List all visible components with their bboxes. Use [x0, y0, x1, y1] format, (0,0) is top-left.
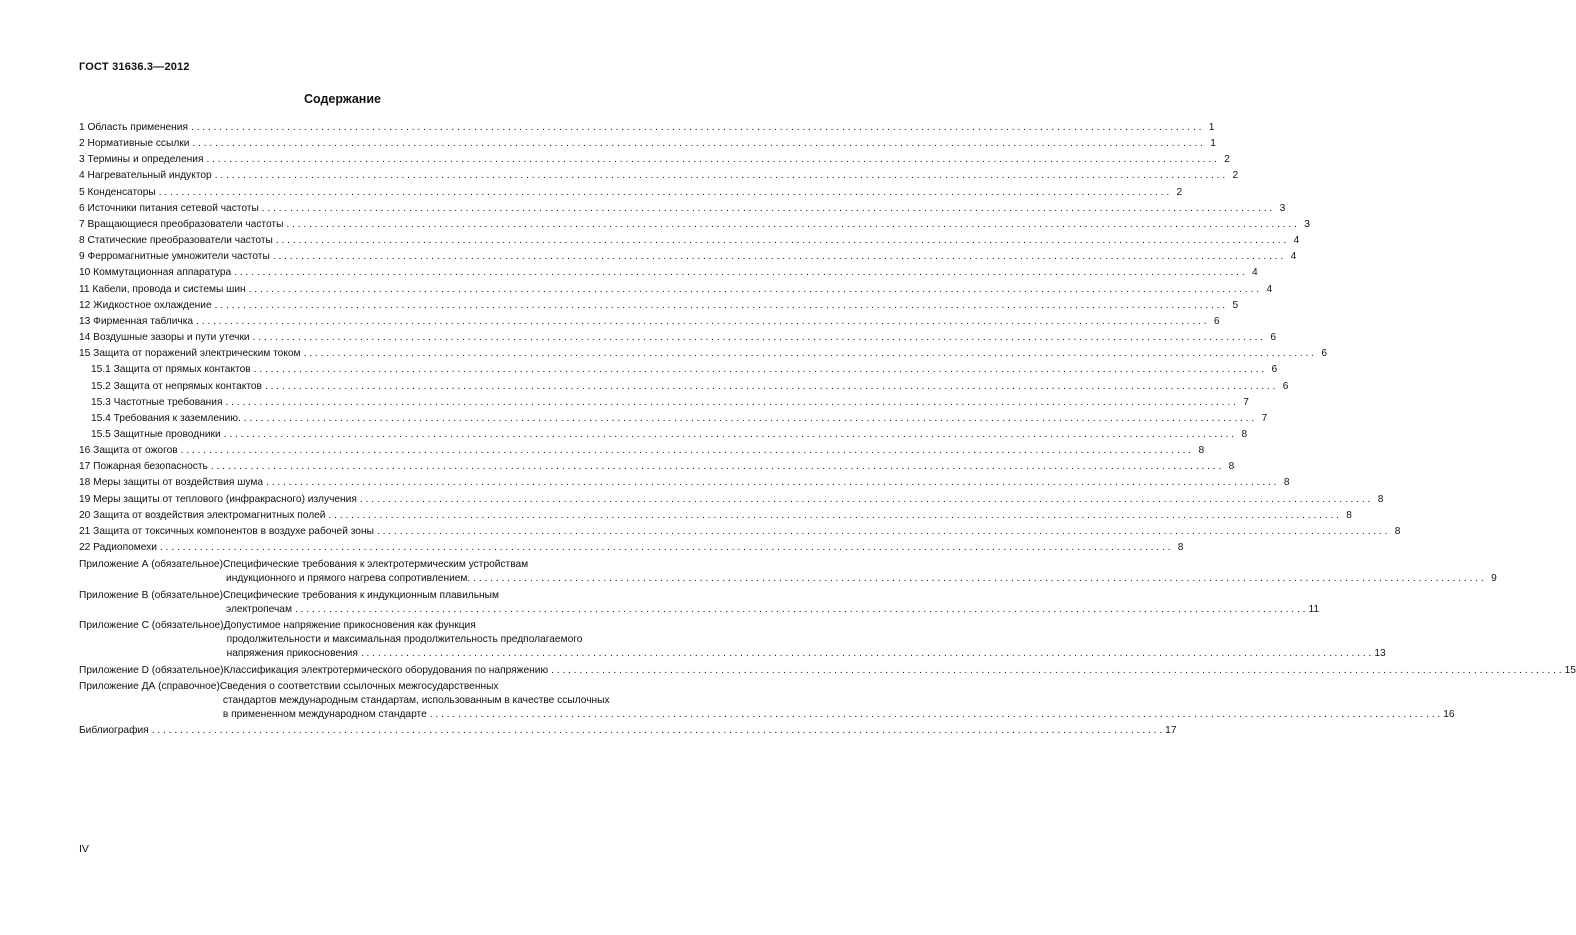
- toc-entry-title: 15.5 Защитные проводники: [91, 428, 221, 440]
- toc-entry-page: 8: [1283, 477, 1290, 489]
- dot-leader: [191, 120, 1201, 136]
- toc-appendix-entry[interactable]: [79, 680, 1455, 723]
- toc-entry[interactable]: [79, 201, 1286, 217]
- toc-entry-page: 6: [1213, 315, 1220, 327]
- toc-entry[interactable]: [79, 185, 1183, 201]
- page-title: Содержание: [303, 92, 381, 106]
- appendix-title-last-line: [220, 708, 1455, 722]
- dot-leader: [215, 168, 1225, 184]
- table-of-contents: [79, 120, 1576, 740]
- toc-entry-page: 4: [1266, 283, 1273, 295]
- appendix-title-last-line: [223, 572, 1497, 586]
- dot-leader: [253, 330, 1263, 346]
- toc-entry[interactable]: [79, 249, 1297, 265]
- dot-leader: [361, 647, 1371, 661]
- toc-entry[interactable]: [79, 427, 1248, 443]
- toc-entry-title: 5 Конденсаторы: [79, 186, 156, 198]
- appendix-title-line: Допустимое напряжение прикосновения как функция: [223, 620, 476, 632]
- toc-entry-page: 2: [1224, 154, 1230, 166]
- appendix-label: Приложение А (обязательное): [79, 559, 223, 571]
- appendix-label: Приложение D (обязательное): [79, 664, 224, 676]
- toc-entry-title: 15.2 Защита от непрямых контактов: [91, 380, 262, 392]
- toc-entry-page: 8: [1177, 542, 1184, 554]
- dot-leader: [249, 282, 1259, 298]
- appendix-title: [223, 589, 1319, 617]
- toc-entry-page: 11: [1308, 603, 1320, 615]
- toc-entry[interactable]: [79, 346, 1328, 362]
- toc-entry-title: 9 Ферромагнитные умножители частоты: [79, 251, 270, 263]
- toc-entry-title: 7 Вращающиеся преобразователи частоты: [79, 218, 284, 230]
- appendix-title-line: индукционного и прямого нагрева сопротивлением.: [226, 573, 471, 585]
- dot-leader: [430, 708, 1440, 722]
- toc-entry-title: 14 Воздушные зазоры и пути утечки: [79, 332, 250, 344]
- toc-entry-page: 2: [1232, 170, 1239, 182]
- toc-entry-page: 8: [1377, 493, 1384, 505]
- toc-entry-title: 1 Область применения: [79, 122, 188, 133]
- toc-entry[interactable]: [79, 411, 1268, 427]
- toc-entry-title: 3 Термины и определения: [79, 154, 204, 166]
- toc-entry-title: 15.3 Частотные требования: [91, 396, 223, 408]
- toc-entry-title: Библиография: [79, 725, 149, 737]
- toc-entry-page: 16: [1443, 709, 1455, 721]
- toc-entry[interactable]: [79, 540, 1184, 556]
- toc-entry-page: 1: [1208, 122, 1215, 133]
- toc-entry-title: 15.1 Защита от прямых контактов: [91, 364, 251, 376]
- toc-entry-page: 5: [1232, 299, 1239, 311]
- toc-entry-page: 17: [1165, 725, 1177, 737]
- dot-leader: [266, 475, 1276, 491]
- toc-entry-title: 8 Статические преобразователи частоты: [79, 235, 273, 247]
- toc-entry[interactable]: [79, 152, 1230, 168]
- dot-leader: [473, 572, 1483, 586]
- toc-entry-page: 6: [1282, 380, 1289, 392]
- toc-entry-page: 4: [1293, 235, 1300, 247]
- toc-entry[interactable]: [79, 330, 1277, 346]
- toc-entry[interactable]: [79, 233, 1300, 249]
- dot-leader: [196, 314, 1206, 330]
- toc-entry-page: 4: [1290, 251, 1297, 263]
- toc-entry-page: 8: [1241, 428, 1248, 440]
- toc-entry[interactable]: [79, 508, 1352, 524]
- toc-appendix-entry[interactable]: [79, 589, 1320, 617]
- document-header: ГОСТ 31636.3—2012: [79, 61, 190, 73]
- toc-entry[interactable]: [79, 282, 1273, 298]
- toc-entry-title: 12 Жидкостное охлаждение: [79, 299, 212, 311]
- appendix-title: [224, 619, 1386, 662]
- toc-entry-title: 10 Коммутационная аппаратура: [79, 267, 232, 279]
- appendix-title-line: напряжения прикосновения: [226, 648, 358, 660]
- toc-entry-page: 3: [1304, 218, 1310, 230]
- toc-entry[interactable]: [79, 168, 1239, 184]
- toc-entry-page: 8: [1228, 461, 1235, 473]
- dot-leader: [160, 540, 1170, 556]
- appendix-title: [223, 558, 1497, 586]
- toc-entry-page: 8: [1346, 509, 1352, 521]
- dot-leader: [286, 217, 1296, 233]
- appendix-title-line: Специфические требования к индукционным плавильным: [223, 589, 499, 601]
- toc-entry[interactable]: [79, 314, 1220, 330]
- toc-entry-page: 7: [1261, 412, 1268, 424]
- toc-entry[interactable]: [79, 298, 1239, 314]
- appendix-title-line: Специфические требования к электротермическим устройствам: [223, 559, 529, 571]
- toc-entry[interactable]: [79, 492, 1384, 508]
- appendix-title-line: в примененном международном стандарте: [222, 709, 427, 721]
- dot-leader: [254, 362, 1264, 378]
- toc-entry-page: 6: [1321, 348, 1328, 360]
- appendix-title: [220, 680, 1455, 723]
- dot-leader: [159, 185, 1169, 201]
- dot-leader: [304, 346, 1314, 362]
- toc-entry-title: 2 Нормативные ссылки: [79, 138, 190, 150]
- toc-entry-title: 4 Нагревательный индуктор: [79, 170, 212, 182]
- appendix-title-line: электропечам: [226, 603, 292, 615]
- toc-entry-title: 13 Фирменная табличка: [79, 315, 194, 327]
- toc-entry-page: 3: [1279, 202, 1286, 214]
- toc-appendix-entry[interactable]: [79, 664, 1576, 678]
- toc-appendix-entry[interactable]: [79, 619, 1386, 662]
- toc-entry-title: 20 Защита от воздействия электромагнитных полей: [79, 509, 326, 521]
- toc-bibliography-entry[interactable]: [79, 723, 1177, 739]
- toc-entry-page: 2: [1176, 186, 1183, 198]
- toc-entry-title: 16 Защита от ожогов: [79, 445, 178, 457]
- dot-leader: [206, 152, 1216, 168]
- dot-leader: [211, 459, 1221, 475]
- toc-entry[interactable]: [79, 120, 1215, 136]
- dot-leader: [226, 395, 1236, 411]
- appendix-label: Приложение С (обязательное): [79, 620, 224, 632]
- appendix-title-last-line: [224, 664, 1576, 678]
- toc-entry[interactable]: [79, 136, 1216, 152]
- toc-entry[interactable]: [79, 395, 1249, 411]
- toc-entry-title: 15 Защита от поражений электрическим током: [79, 348, 301, 360]
- toc-entry[interactable]: [79, 459, 1235, 475]
- toc-entry-page: 6: [1271, 364, 1278, 376]
- dot-leader: [192, 136, 1202, 152]
- dot-leader: [273, 249, 1283, 265]
- toc-entry-title: 17 Пожарная безопасность: [79, 461, 208, 473]
- dot-leader: [551, 664, 1561, 678]
- dot-leader: [295, 603, 1305, 617]
- toc-entry-page: 13: [1374, 648, 1386, 660]
- toc-entry-page: 8: [1394, 525, 1401, 537]
- dot-leader: [244, 411, 1254, 427]
- dot-leader: [276, 233, 1286, 249]
- dot-leader: [265, 379, 1275, 395]
- appendix-label: Приложение ДА (справочное): [79, 680, 220, 692]
- toc-entry-page: 7: [1243, 396, 1249, 408]
- appendix-title-line: Классификация электротермического оборудования по напряжению: [223, 664, 549, 676]
- toc-entry-page: 4: [1252, 267, 1258, 279]
- toc-appendix-entry[interactable]: [79, 558, 1497, 586]
- toc-entry-page: 15: [1564, 664, 1576, 676]
- toc-entry-page: 8: [1198, 445, 1205, 457]
- dot-leader: [377, 524, 1387, 540]
- page-number: IV: [79, 843, 89, 855]
- toc-entry[interactable]: [79, 524, 1401, 540]
- toc-entry-page: 9: [1491, 573, 1497, 585]
- dot-leader: [215, 298, 1225, 314]
- toc-entry[interactable]: [79, 475, 1290, 491]
- dot-leader: [152, 723, 1162, 739]
- toc-entry[interactable]: [79, 362, 1278, 378]
- dot-leader: [234, 265, 1244, 281]
- toc-entry-title: 19 Меры защиты от теплового (инфракрасного) излучения: [79, 493, 357, 505]
- toc-entry-title: 6 Источники питания сетевой частоты: [79, 202, 259, 214]
- toc-entry-title: 11 Кабели, провода и системы шин: [79, 283, 246, 295]
- toc-entry-title: 21 Защита от токсичных компонентов в воздухе рабочей зоны: [79, 525, 374, 537]
- toc-entry-page: 6: [1270, 332, 1277, 344]
- dot-leader: [262, 201, 1272, 217]
- toc-entry-title: 18 Меры защиты от воздействия шума: [79, 477, 264, 489]
- appendix-title-last-line: [224, 647, 1386, 661]
- toc-entry-title: 22 Радиопомехи: [79, 542, 157, 554]
- appendix-title: [224, 664, 1576, 678]
- appendix-title-line: продолжительности и максимальная продолжительность предполагаемого: [226, 634, 583, 646]
- toc-entry-page: 1: [1210, 138, 1216, 150]
- dot-leader: [181, 443, 1191, 459]
- toc-entry[interactable]: [79, 265, 1258, 281]
- dot-leader: [360, 492, 1370, 508]
- appendix-title-line: Сведения о соответствии ссылочных межгосударственных: [219, 680, 499, 692]
- toc-entry[interactable]: [79, 217, 1310, 233]
- toc-entry[interactable]: [79, 379, 1289, 395]
- dot-leader: [224, 427, 1234, 443]
- toc-entry-title: 15.4 Требования к заземлению.: [91, 412, 241, 424]
- appendix-label: Приложение В (обязательное): [79, 589, 223, 601]
- appendix-title-last-line: [223, 603, 1319, 617]
- toc-entry[interactable]: [79, 443, 1205, 459]
- appendix-title-line: стандартов международным стандартам, использованным в качестве ссылочных: [222, 695, 610, 707]
- dot-leader: [329, 508, 1339, 524]
